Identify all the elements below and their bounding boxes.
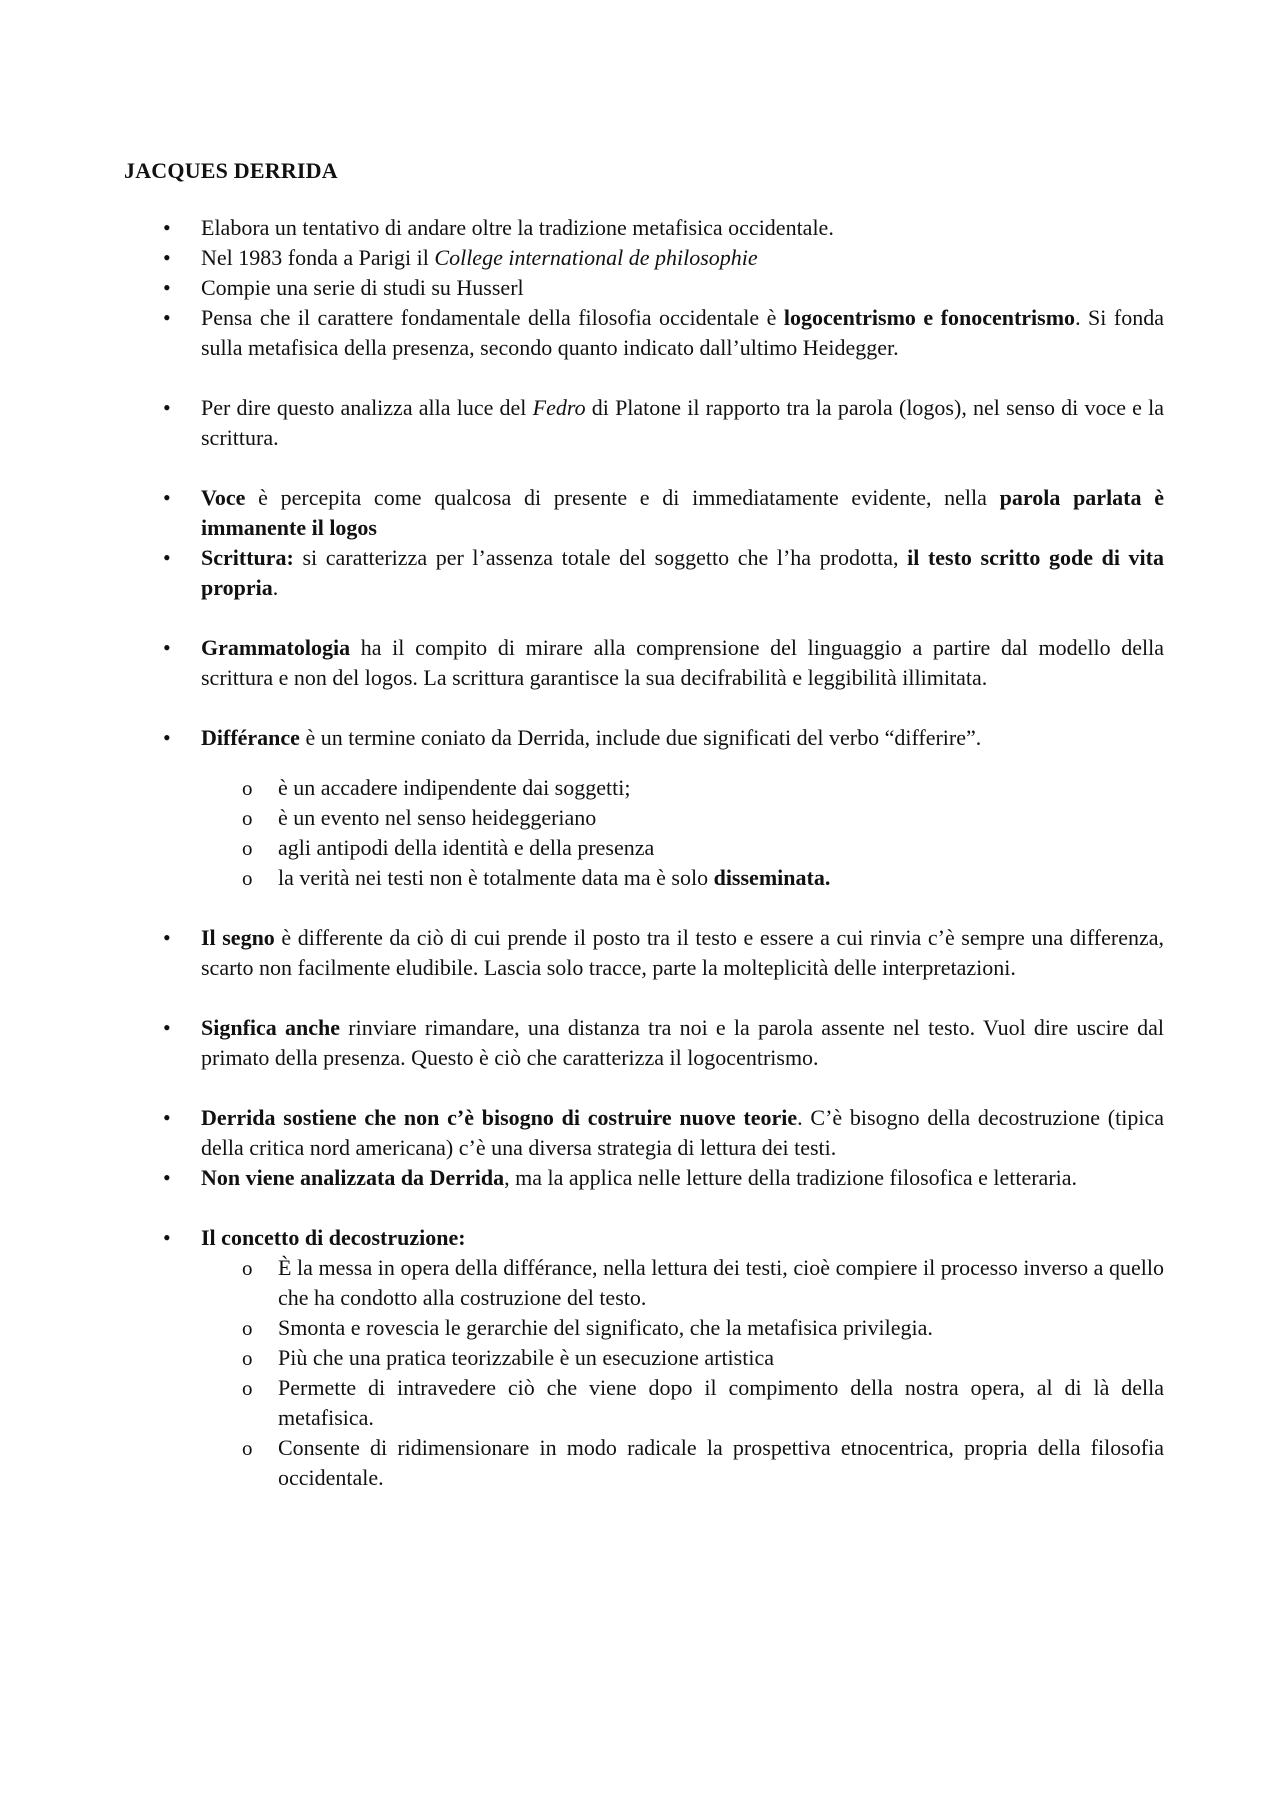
bold-text: parola parlata è immanente il logos bbox=[201, 485, 1164, 540]
bold-text: Il segno bbox=[201, 925, 275, 950]
bullet-text: è percepita come qualcosa di presente e di immediatamente evidente, nella bbox=[245, 485, 1000, 510]
bullet-item-9 bbox=[124, 723, 1164, 753]
bullet-text: di Platone il rapporto tra la parola (logos), nel senso di voce e la scrittura. bbox=[201, 395, 1165, 450]
bullet-item-1 bbox=[124, 213, 1164, 243]
sub-text: agli antipodi della identità e della presenza bbox=[278, 835, 655, 860]
bold-text: Derrida sostiene che non c’è bisogno di costruire nuove teorie bbox=[201, 1105, 798, 1130]
bullet-text: è differente da ciò di cui prende il posto tra il testo e essere a cui rinvia c’è sempre una differenza, scarto non facilmente eludibile. Lascia solo tracce, parte la molteplicità delle interpretazioni. bbox=[201, 925, 1164, 980]
bullet-item-7 bbox=[124, 543, 1164, 603]
sub-text: la verità nei testi non è totalmente data ma è solo bbox=[278, 865, 714, 890]
sub-item-2 bbox=[124, 803, 1164, 833]
bullet-item-4 bbox=[124, 303, 1164, 363]
bold-text: Voce bbox=[201, 485, 246, 510]
bullet-text: si caratterizza per l’assenza totale del soggetto che l’ha prodotta, bbox=[293, 545, 908, 570]
sub-text: Più che una pratica teorizzabile è un esecuzione artistica bbox=[278, 1345, 774, 1370]
bullet-item-12 bbox=[124, 1103, 1164, 1163]
sub-text: È la messa in opera della différance, nella lettura dei testi, cioè compiere il processo inverso a quello che ha condotto alla costruzione del testo. bbox=[278, 1255, 1164, 1310]
bullet-item-14 bbox=[124, 1223, 1164, 1253]
decostruzione-item-3 bbox=[124, 1343, 1164, 1373]
decostruzione-item-1 bbox=[124, 1253, 1164, 1313]
document-body bbox=[124, 213, 1164, 1493]
bullet-text: Pensa che il carattere fondamentale della filosofia occidentale è bbox=[201, 305, 784, 330]
bold-text: Non viene analizzata da Derrida bbox=[201, 1165, 505, 1190]
sub-item-3 bbox=[124, 833, 1164, 863]
bullet-text: . C’è bisogno della decostruzione (tipica della critica nord americana) c’è una diversa strategia di lettura dei testi. bbox=[201, 1105, 1164, 1160]
bullet-text: Nel 1983 fonda a Parigi il bbox=[201, 245, 435, 270]
bold-text: Il concetto di decostruzione: bbox=[201, 1225, 466, 1250]
bullet-text: è un termine coniato da Derrida, include due significati del verbo “differire”. bbox=[299, 725, 982, 750]
bold-text: disseminata. bbox=[713, 865, 831, 890]
bullet-item-10 bbox=[124, 923, 1164, 983]
decostruzione-item-5 bbox=[124, 1433, 1164, 1493]
bullet-item-5 bbox=[124, 393, 1164, 453]
sub-text: è un accadere indipendente dai soggetti; bbox=[278, 775, 631, 800]
bold-text: Différance bbox=[201, 725, 300, 750]
bullet-text: ha il compito di mirare alla comprensione del linguaggio a partire dal modello della scrittura e non del logos. La scrittura garantisce la sua decifrabilità e leggibilità illimitata. bbox=[201, 635, 1164, 690]
sub-text: è un evento nel senso heideggeriano bbox=[278, 805, 597, 830]
bold-text: il testo scritto gode di vita propria bbox=[201, 545, 1164, 600]
decostruzione-item-2 bbox=[124, 1313, 1164, 1343]
bullet-text: Elabora un tentativo di andare oltre la tradizione metafisica occidentale. bbox=[201, 215, 834, 240]
bullet-text: Compie una serie di studi su Husserl bbox=[201, 275, 524, 300]
bullet-text: Per dire questo analizza alla luce del bbox=[201, 395, 533, 420]
sub-text: Permette di intravedere ciò che viene dopo il compimento della nostra opera, al di là della metafisica. bbox=[278, 1375, 1164, 1430]
bold-text: Signfica anche bbox=[201, 1015, 341, 1040]
bold-text: logocentrismo e fonocentrismo bbox=[783, 305, 1076, 330]
italic-text: College international de philosophie bbox=[434, 245, 758, 270]
bold-text: Scrittura: bbox=[201, 545, 294, 570]
sub-item-4 bbox=[124, 863, 1164, 893]
page-title: JACQUES DERRIDA bbox=[124, 158, 338, 183]
bullet-item-11 bbox=[124, 1013, 1164, 1073]
sub-text: Smonta e rovescia le gerarchie del significato, che la metafisica privilegia. bbox=[278, 1315, 933, 1340]
decostruzione-item-4 bbox=[124, 1373, 1164, 1433]
bullet-text: rinviare rimandare, una distanza tra noi e la parola assente nel testo. Vuol dire uscire dal primato della presenza. Questo è ciò che caratterizza il logocentrismo. bbox=[201, 1015, 1164, 1070]
bullet-text: . bbox=[272, 575, 279, 600]
italic-text: Fedro bbox=[532, 395, 586, 420]
bullet-item-3 bbox=[124, 273, 1164, 303]
bullet-item-6 bbox=[124, 483, 1164, 543]
bullet-item-8 bbox=[124, 633, 1164, 693]
bold-text: Grammatologia bbox=[201, 635, 351, 660]
bullet-text: . Si fonda sulla metafisica della presenza, secondo quanto indicato dall’ultimo Heidegger. bbox=[201, 305, 1164, 360]
bullet-text: , ma la applica nelle letture della tradizione filosofica e letteraria. bbox=[504, 1165, 1078, 1190]
sub-text: Consente di ridimensionare in modo radicale la prospettiva etnocentrica, propria della filosofia occidentale. bbox=[278, 1435, 1164, 1490]
bullet-item-2 bbox=[124, 243, 1164, 273]
sub-item-1 bbox=[124, 773, 1164, 803]
bullet-item-13 bbox=[124, 1163, 1164, 1193]
